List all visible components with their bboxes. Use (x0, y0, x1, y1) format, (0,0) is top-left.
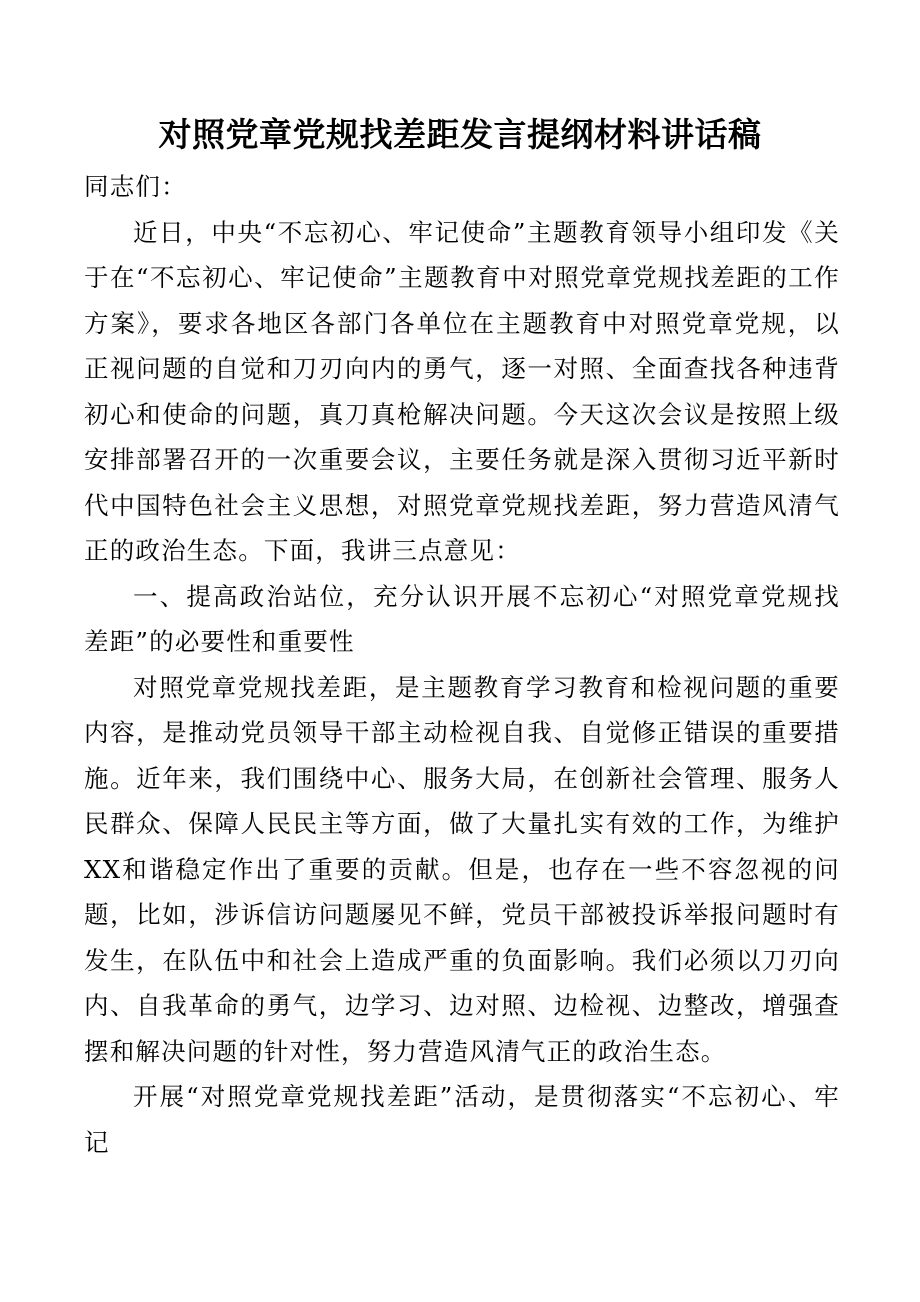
document-title: 对照党章党规找差距发言提纲材料讲话稿 (158, 115, 762, 154)
paragraph-body-1: 对照党章党规找差距，是主题教育学习教育和检视问题的重要内容，是推动党员领导干部主动检视自我、自觉修正错误的重要措施。近年来，我们围绕中心、服务大局，在创新社会管理、服务人民群众、保障人民民主等方面，做了大量扎实有效的工作，为维护XX和谐稳定作出了重要的贡献。但是，也存在一些不容忽视的问题，比如，涉诉信访问题屡见不鲜，党员干部被投诉举报问题时有发生，在队伍中和社会上造成严重的负面影响。我们必须以刀刃向内、自我革命的勇气，边学习、边对照、边检视、边整改，增强查摆和解决问题的针对性，努力营造风清气正的政治生态。 (84, 672, 840, 1066)
paragraph-intro: 近日，中央“不忘初心、牢记使命”主题教育领导小组印发《关于在“不忘初心、牢记使命”主题教育中对照党章党规找差距的工作方案》，要求各地区各部门各单位在主题教育中对照党章党规，以正视问题的自觉和刀刃向内的勇气，逐一对照、全面查找各种违背初心和使命的问题，真刀真枪解决问题。今天这次会议是按照上级安排部署召开的一次重要会议，主要任务就是深入贯彻习近平新时代中国特色社会主义思想，对照党章党规找差距，努力营造风清气正的政治生态。下面，我讲三点意见： (84, 217, 840, 565)
document-body (84, 164, 840, 1165)
salutation: 同志们： (84, 172, 187, 201)
paragraph-body-2: 开展“对照党章党规找差距”活动，是贯彻落实“不忘初心、牢记 (84, 1082, 840, 1157)
section-heading-1: 一、提高政治站位，充分认识开展不忘初心“对照党章党规找差距”的必要性和重要性 (84, 581, 840, 656)
